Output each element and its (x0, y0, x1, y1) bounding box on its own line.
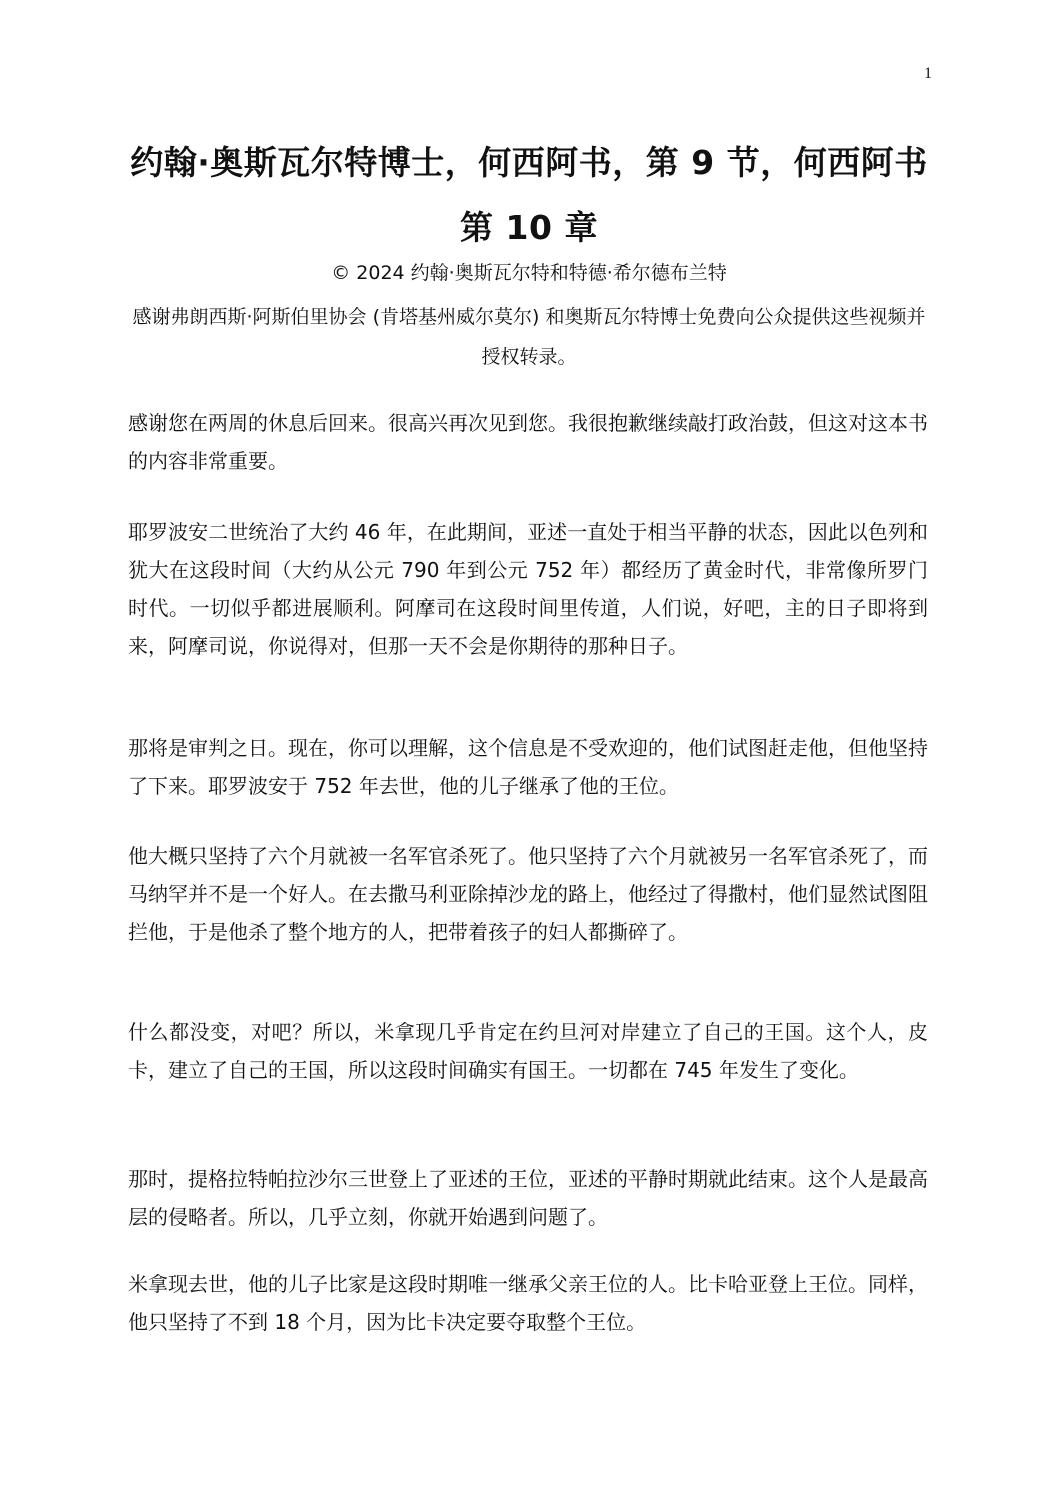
paragraph: 什么都没变，对吧？所以，米拿现几乎肯定在约旦河对岸建立了自己的王国。这个人，皮卡，建立了自己的王国，所以这段时间确实有国王。一切都在 745 年发生了变化。 (128, 1020, 928, 1082)
page-number: 1 (924, 65, 932, 82)
paragraph: 那将是审判之日。现在，你可以理解，这个信息是不受欢迎的，他们试图赶走他，但他坚持了下来。耶罗波安于 752 年去世，他的儿子继承了他的王位。 (128, 736, 928, 798)
paragraph: 感谢您在两周的休息后回来。很高兴再次见到您。我很抱歉继续敲打政治鼓，但这对这本书的内容非常重要。 (128, 411, 928, 473)
paragraph: 耶罗波安二世统治了大约 46 年，在此期间，亚述一直处于相当平静的状态，因此以色列和犹大在这段时间（大约从公元 790 年到公元 752 年）都经历了黄金时代，非常像所罗门时代。一切似乎都进展顺利。阿摩司在这段时间里传道，人们说，好吧，主的日子即将到来，阿摩司说，你说得对，但那一天不会是你期待的那种日子。 (128, 520, 928, 658)
paragraph: 他大概只坚持了六个月就被一名军官杀死了。他只坚持了六个月就被另一名军官杀死了，而马纳罕并不是一个好人。在去撒马利亚除掉沙龙的路上，他经过了得撒村，他们显然试图阻拦他，于是他杀了整个地方的人，把带着孩子的妇人都撕碎了。 (128, 844, 928, 944)
document-title: 约翰·奥斯瓦尔特博士，何西阿书，第 9 节，何西阿书第 10 章 (130, 143, 928, 247)
copyright-line: © 2024 约翰·奥斯瓦尔特和特德·希尔德布兰特 (331, 262, 727, 284)
acknowledgement: 感谢弗朗西斯·阿斯伯里协会 (肯塔基州威尔莫尔) 和奥斯瓦尔特博士免费向公众提供这些视频并授权转录。 (132, 306, 926, 368)
paragraph: 米拿现去世，他的儿子比家是这段时期唯一继承父亲王位的人。比卡哈亚登上王位。同样，他只坚持了不到 18 个月，因为比卡决定要夺取整个王位。 (128, 1272, 928, 1334)
paragraph: 那时，提格拉特帕拉沙尔三世登上了亚述的王位，亚述的平静时期就此结束。这个人是最高层的侵略者。所以，几乎立刻，你就开始遇到问题了。 (128, 1167, 928, 1229)
